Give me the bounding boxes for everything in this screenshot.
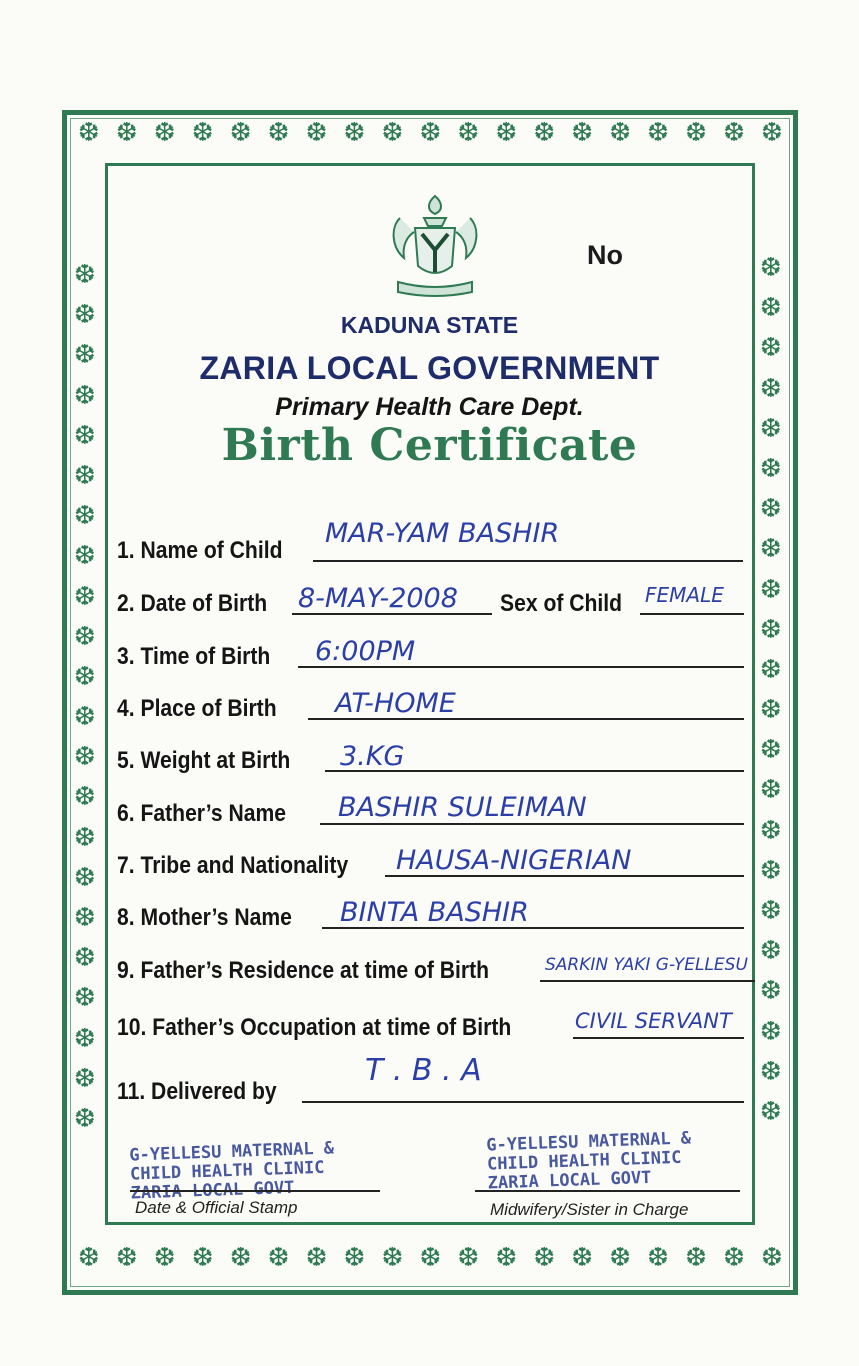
snowflake-ornament-icon: ❆ [760,534,782,565]
snowflake-ornament-icon: ❆ [647,1243,670,1273]
snowflake-ornament-icon: ❆ [305,1243,328,1273]
snowflake-ornament-icon: ❆ [495,118,518,148]
snowflake-ornament-icon: ❆ [74,1063,96,1094]
snowflake-ornament-icon: ❆ [74,420,96,451]
snowflake-ornament-icon: ❆ [760,1096,782,1127]
field-value-delivered-by: T . B . A [365,1053,482,1088]
certificate-number-label: No [587,240,623,270]
field-value-mothers-name: BINTA BASHIR [340,897,529,928]
snowflake-ornament-icon: ❆ [115,118,138,148]
field-label-mothers-name: 8. Mother’s Name [117,904,292,931]
snowflake-ornament-icon: ❆ [74,581,96,612]
snowflake-ornament-icon: ❆ [191,118,214,148]
snowflake-ornament-icon: ❆ [760,896,782,926]
snowflake-ornament-icon: ❆ [533,1243,556,1273]
signature-line-left [130,1190,380,1192]
snowflake-ornament-icon: ❆ [74,501,96,532]
snowflake-ornament-icon: ❆ [760,936,782,967]
field-value-fathers-residence: SARKIN YAKI G-YELLESU [545,955,748,975]
snowflake-ornament-icon: ❆ [78,1243,100,1273]
lga-name: ZARIA LOCAL GOVERNMENT [199,350,660,386]
field-line [640,613,744,615]
snowflake-ornament-icon: ❆ [685,118,708,148]
snowflake-ornament-icon: ❆ [761,1243,783,1273]
snowflake-ornament-icon: ❆ [74,702,96,733]
snowflake-ornament-icon: ❆ [571,1243,594,1273]
field-line [540,980,755,982]
signature-label-left: Date & Official Stamp [135,1198,298,1217]
field-value-sex-of-child: FEMALE [645,583,724,607]
snowflake-ornament-icon: ❆ [74,742,96,773]
snowflake-ornament-icon: ❆ [153,1243,176,1273]
snowflake-ornament-icon: ❆ [419,118,442,148]
snowflake-ornament-icon: ❆ [760,815,782,846]
snowflake-ornament-icon: ❆ [760,373,782,404]
snowflake-ornament-icon: ❆ [760,574,782,605]
field-label-sex-of-child: Sex of Child [500,590,623,617]
field-label-fathers-residence: 9. Father’s Residence at time of Birth [117,957,490,984]
snowflake-ornament-icon: ❆ [723,118,745,148]
snowflake-ornament-icon: ❆ [74,822,96,853]
snowflake-ornament-icon: ❆ [760,775,782,806]
snowflake-ornament-icon: ❆ [74,903,96,933]
snowflake-ornament-icon: ❆ [74,661,96,692]
field-value-name-of-child: MAR-YAM BASHIR [325,518,560,549]
official-stamp-left: G-YELLESU MATERNAL & CHILD HEALTH CLINIC ZARIA LOCAL GOVT [129,1138,335,1204]
field-label-place-of-birth: 4. Place of Birth [117,695,277,722]
snowflake-ornament-icon: ❆ [74,260,96,290]
snowflake-ornament-icon: ❆ [74,862,96,893]
snowflake-ornament-icon: ❆ [74,782,96,813]
snowflake-ornament-icon: ❆ [74,621,96,652]
snowflake-ornament-icon: ❆ [571,118,594,148]
snowflake-ornament-icon: ❆ [74,380,96,411]
snowflake-ornament-icon: ❆ [609,118,632,148]
snowflake-ornament-icon: ❆ [78,118,100,148]
snowflake-ornament-icon: ❆ [381,1243,404,1273]
snowflake-ornament-icon: ❆ [761,118,783,148]
snowflake-ornament-icon: ❆ [267,1243,290,1273]
snowflake-ornament-icon: ❆ [191,1243,214,1273]
field-value-date-of-birth: 8-MAY-2008 [298,583,458,614]
snowflake-ornament-icon: ❆ [457,1243,480,1273]
snowflake-ornament-icon: ❆ [760,413,782,444]
snowflake-ornament-icon: ❆ [74,943,96,974]
snowflake-ornament-icon: ❆ [760,1016,782,1047]
snowflake-ornament-icon: ❆ [760,695,782,726]
field-label-weight-at-birth: 5. Weight at Birth [117,747,291,774]
snowflake-ornament-icon: ❆ [760,976,782,1007]
signature-line-right [475,1190,740,1192]
snowflake-ornament-icon: ❆ [74,340,96,371]
snowflake-border-top [78,120,783,146]
department-name: Primary Health Care Dept. [275,393,584,421]
field-label-name-of-child: 1. Name of Child [117,537,283,564]
snowflake-ornament-icon: ❆ [723,1243,745,1273]
field-value-tribe-and-nationality: HAUSA-NIGERIAN [396,845,632,876]
field-value-time-of-birth: 6:00PM [315,636,416,667]
snowflake-ornament-icon: ❆ [115,1243,138,1273]
field-line [313,560,743,562]
snowflake-ornament-icon: ❆ [760,453,782,484]
snowflake-ornament-icon: ❆ [760,253,782,283]
snowflake-border-bottom [78,1245,783,1271]
snowflake-ornament-icon: ❆ [419,1243,442,1273]
official-stamp-right: G-YELLESU MATERNAL & CHILD HEALTH CLINIC ZARIA LOCAL GOVT [486,1128,692,1194]
field-line [573,1037,744,1039]
snowflake-ornament-icon: ❆ [760,735,782,766]
snowflake-ornament-icon: ❆ [74,983,96,1014]
state-name: KADUNA STATE [340,312,519,338]
snowflake-ornament-icon: ❆ [609,1243,632,1273]
snowflake-ornament-icon: ❆ [760,1056,782,1087]
snowflake-ornament-icon: ❆ [153,118,176,148]
field-label-tribe-and-nationality: 7. Tribe and Nationality [117,852,349,879]
document-title: Birth Certificate [221,420,638,471]
field-label-time-of-birth: 3. Time of Birth [117,643,271,670]
snowflake-ornament-icon: ❆ [647,118,670,148]
snowflake-ornament-icon: ❆ [74,1023,96,1054]
snowflake-ornament-icon: ❆ [74,300,96,331]
snowflake-ornament-icon: ❆ [343,118,366,148]
snowflake-ornament-icon: ❆ [74,460,96,491]
snowflake-ornament-icon: ❆ [760,494,782,525]
snowflake-ornament-icon: ❆ [760,333,782,364]
snowflake-ornament-icon: ❆ [685,1243,708,1273]
coat-of-arms-icon [380,188,490,303]
snowflake-ornament-icon: ❆ [457,118,480,148]
snowflake-ornament-icon: ❆ [760,855,782,886]
snowflake-ornament-icon: ❆ [760,614,782,645]
snowflake-ornament-icon: ❆ [74,1103,96,1134]
snowflake-ornament-icon: ❆ [760,654,782,685]
snowflake-ornament-icon: ❆ [495,1243,518,1273]
snowflake-ornament-icon: ❆ [267,118,290,148]
snowflake-ornament-icon: ❆ [229,118,252,148]
field-label-fathers-name: 6. Father’s Name [117,800,287,827]
field-line [302,1101,744,1103]
field-value-weight-at-birth: 3.KG [340,741,405,772]
field-label-date-of-birth: 2. Date of Birth [117,590,268,617]
snowflake-ornament-icon: ❆ [229,1243,252,1273]
snowflake-ornament-icon: ❆ [760,293,782,324]
snowflake-ornament-icon: ❆ [305,118,328,148]
field-value-fathers-name: BASHIR SULEIMAN [338,792,587,823]
snowflake-ornament-icon: ❆ [74,541,96,572]
snowflake-ornament-icon: ❆ [343,1243,366,1273]
field-line [320,823,744,825]
field-value-place-of-birth: AT-HOME [335,688,456,719]
field-value-fathers-occupation: CIVIL SERVANT [575,1009,732,1033]
field-label-fathers-occupation: 10. Father’s Occupation at time of Birth [117,1014,512,1041]
signature-label-right: Midwifery/Sister in Charge [490,1200,689,1219]
snowflake-ornament-icon: ❆ [381,118,404,148]
field-label-delivered-by: 11. Delivered by [117,1078,277,1105]
snowflake-ornament-icon: ❆ [533,118,556,148]
